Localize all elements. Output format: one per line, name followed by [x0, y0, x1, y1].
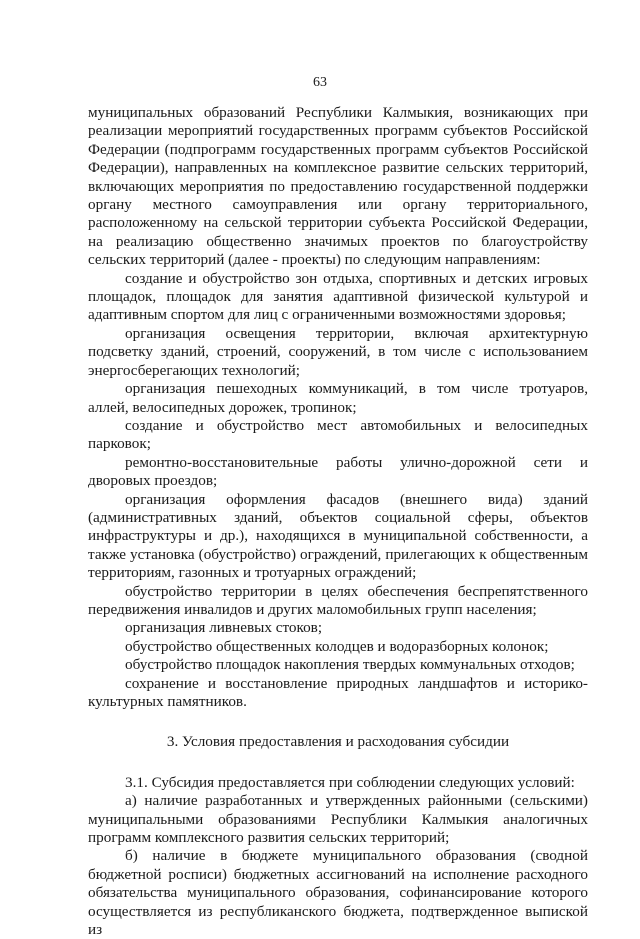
list-item: обустройство территории в целях обеспечения беспрепятственного передвижения инвалидов и других маломобильных групп населения;: [88, 582, 588, 618]
list-item: организация пешеходных коммуникаций, в том числе тротуаров, аллей, велосипедных дорожек, тропинок;: [88, 380, 588, 416]
document-body: [88, 104, 588, 939]
list-item: обустройство общественных колодцев и водоразборных колонок;: [125, 637, 549, 655]
paragraph: а) наличие разработанных и утвержденных районными (сельскими) муниципальными образованиями Республики Калмыкия аналогичных программ комплексного развития сельских территорий;: [88, 792, 588, 847]
paragraph: муниципальных образований Республики Калмыкия, возникающих при реализации мероприятий государственных программ субъектов Российской Федерации (подпрограмм государственных программ субъектов Российской Федерации), направленных на комплексное развитие сельских территорий, включающих мероприятия по предоставлению государственной поддержки органу местного самоуправления или органу территориального, расположенному на сельской территории субъекта Российской Федерации, на реализацию общественно значимых проектов по благоустройству сельских территорий (далее - проекты) по следующим направлениям:: [88, 104, 588, 269]
list-item: ремонтно-восстановительные работы улично-дорожной сети и дворовых проездов;: [88, 453, 588, 490]
page-number: 63: [313, 75, 327, 90]
list-item: организация ливневых стоков;: [125, 619, 323, 637]
list-item: организация оформления фасадов (внешнего вида) зданий (административных зданий, объектов социальной сферы, объектов инфраструктуры и др.), находящихся в муниципальной собственности, а также установка (обустройство) ограждений, прилегающих к общественным территориям, газонных и тротуарных ограждений;: [88, 490, 588, 582]
paragraph: 3.1. Субсидия предоставляется при соблюдении следующих условий:: [125, 773, 575, 791]
paragraph: б) наличие в бюджете муниципального образования (сводной бюджетной росписи) бюджетных ассигнований на исполнение расходного обязательства муниципального образования, софинансирование которого осуществляется из республиканского бюджета, подтвержденное выпиской из: [88, 847, 588, 939]
list-item: создание и обустройство зон отдыха, спортивных и детских игровых площадок, площадок для занятия адаптивной физической культурой и адаптивным спортом для лиц с ограниченными возможностями здоровья;: [88, 269, 588, 324]
list-item: создание и обустройство мест автомобильных и велосипедных парковок;: [88, 416, 588, 453]
list-item: организация освещения территории, включая архитектурную подсветку зданий, строений, сооружений, в том числе с использованием энергосберегающих технологий;: [88, 324, 588, 379]
section-heading: 3. Условия предоставления и расходования субсидии: [166, 733, 510, 751]
list-item: сохранение и восстановление природных ландшафтов и историко-культурных памятников.: [88, 674, 588, 710]
list-item: обустройство площадок накопления твердых коммунальных отходов;: [125, 656, 575, 674]
